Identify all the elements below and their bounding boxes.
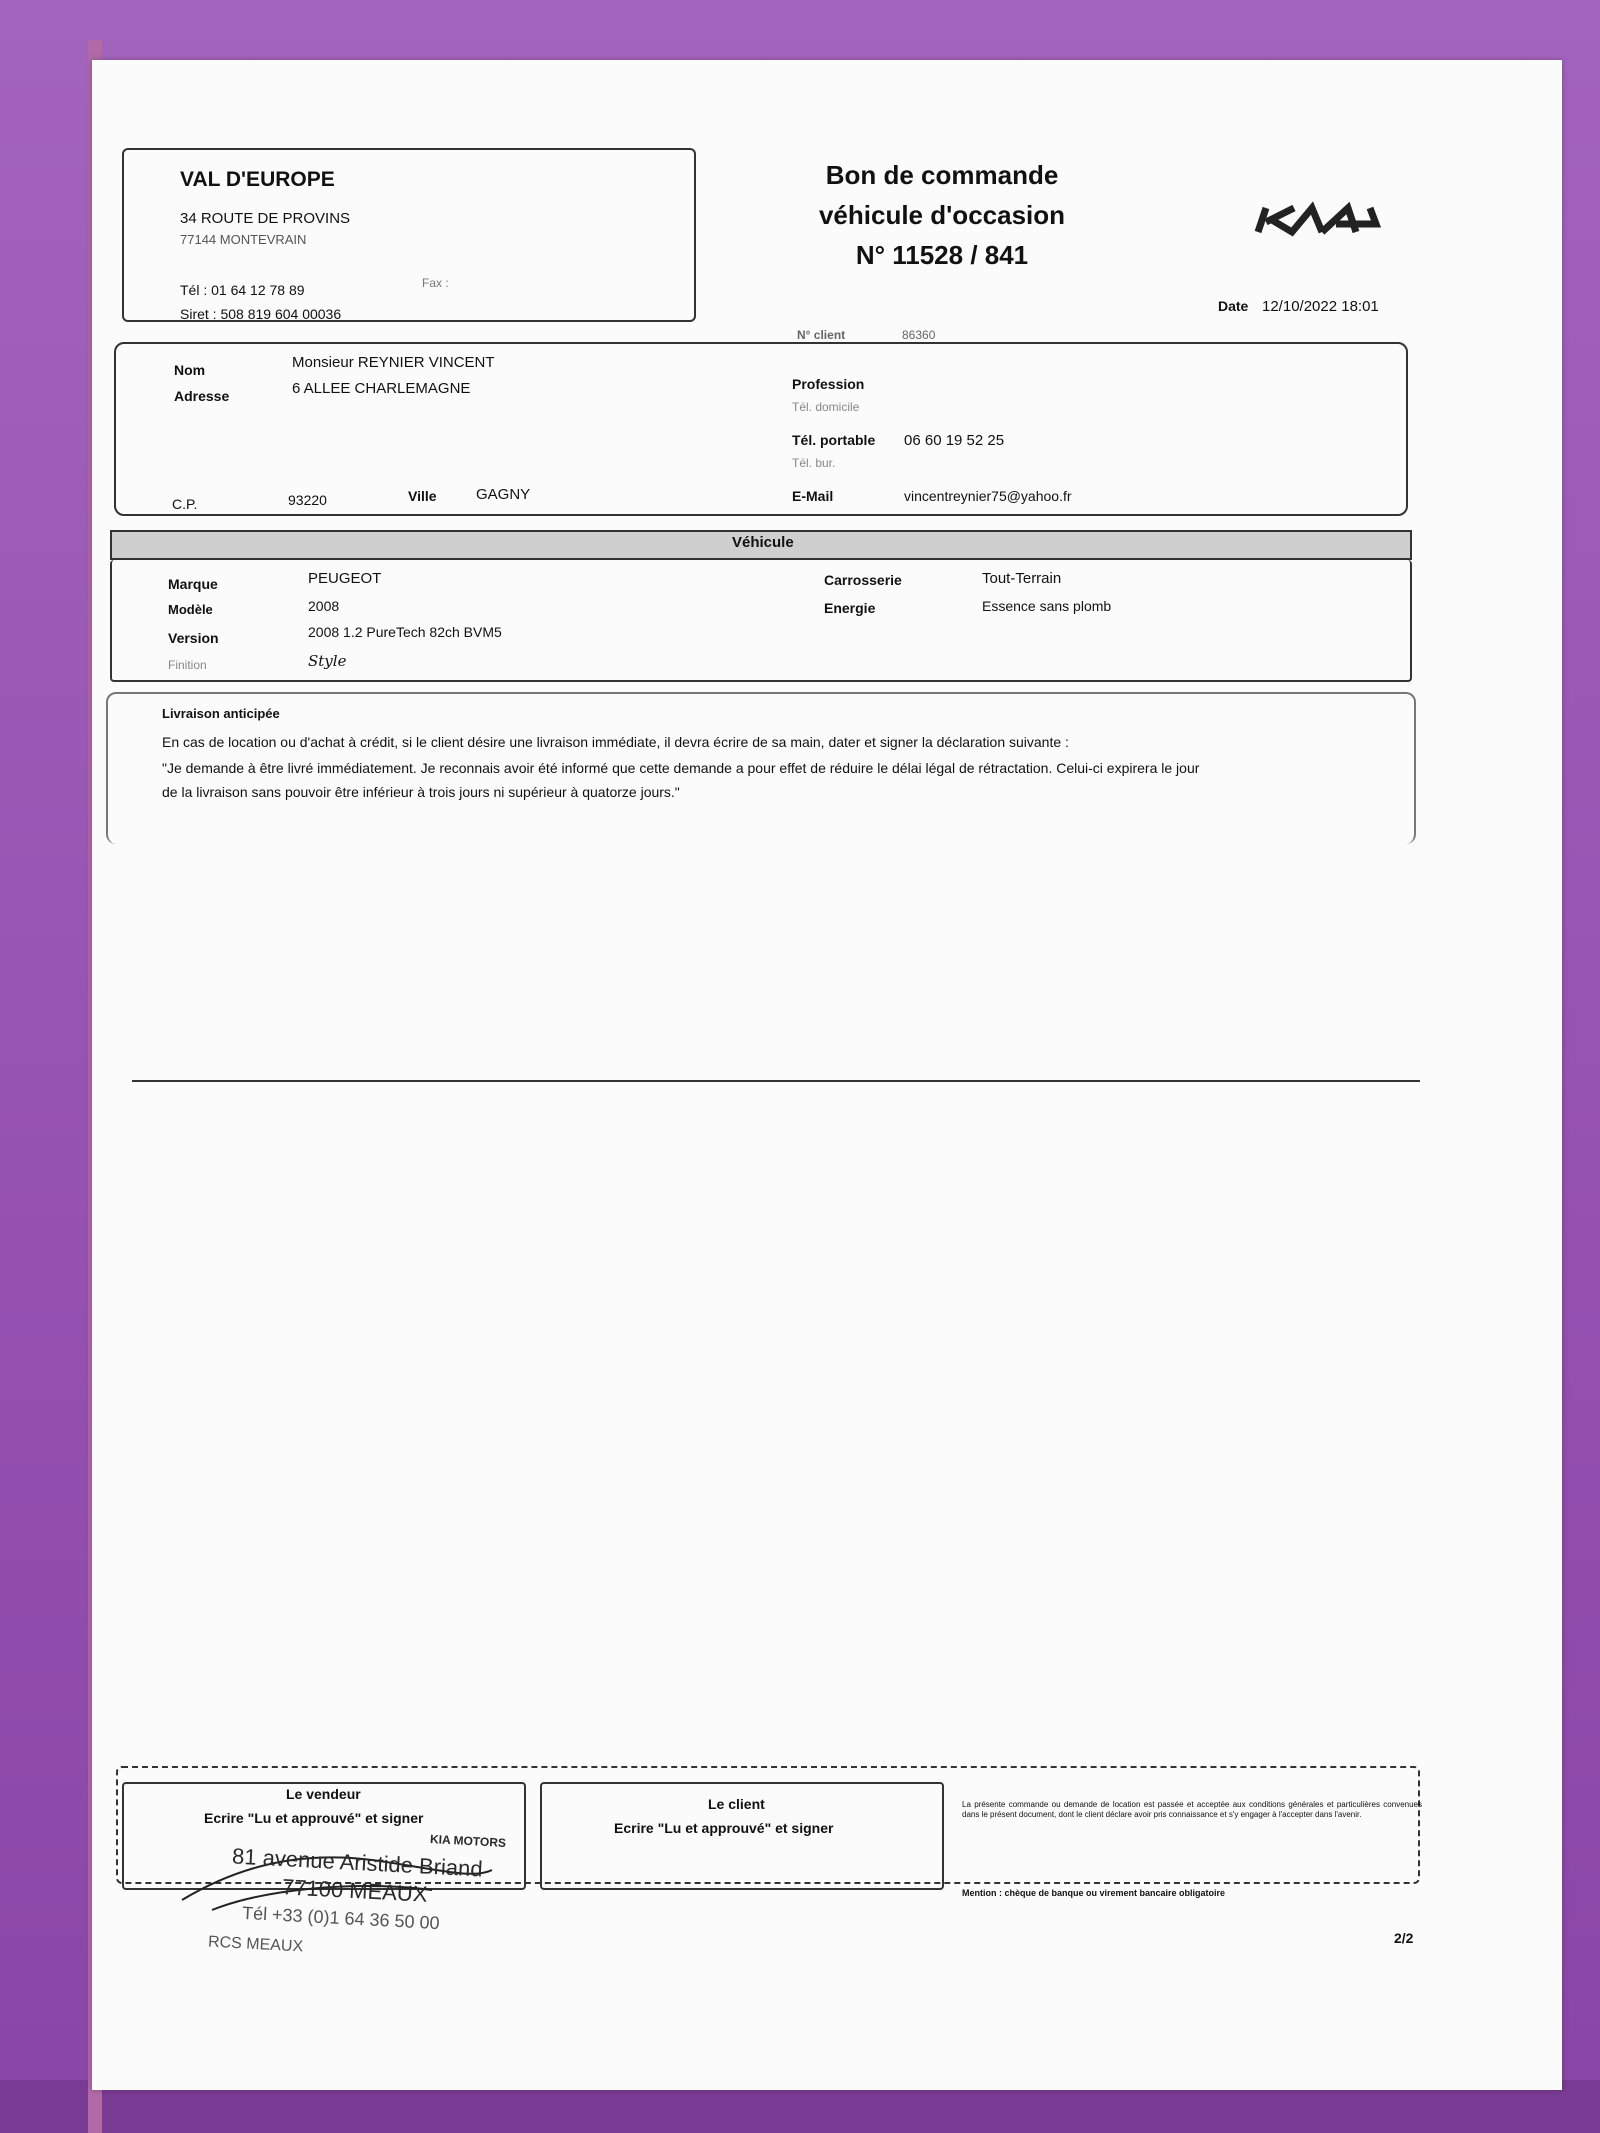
vehicle-section-title: Véhicule (732, 534, 794, 551)
email-value: vincentreynier75@yahoo.fr (904, 488, 1072, 504)
tel-portable-label: Tél. portable (792, 432, 876, 448)
stamp-line-4: Tél +33 (0)1 64 36 50 00 (241, 1902, 441, 1934)
adresse-label: Adresse (174, 388, 230, 404)
client-sign-title: Le client (708, 1796, 765, 1812)
vendeur-title: Le vendeur (286, 1786, 361, 1802)
cp-value: 93220 (288, 492, 327, 508)
client-sign-instruction: Ecrire "Lu et approuvé" et signer (614, 1820, 834, 1836)
modele-label: Modèle (168, 602, 213, 617)
marque-value: PEUGEOT (308, 570, 382, 587)
date-label: Date (1218, 298, 1249, 314)
nom-label: Nom (174, 362, 206, 378)
livraison-text-2: "Je demande à être livré immédiatement. Je reconnais avoir été informé que cette demande a pour effet de réduire le délai légal de rétractation. Celui-ci expirera le jour (162, 760, 1200, 776)
order-form-sheet (92, 60, 1562, 2090)
finition-value: Style (308, 652, 347, 670)
stamp-line-5: RCS MEAUX (207, 1933, 304, 1956)
tel-bureau-label: Tél. bur. (792, 456, 836, 470)
stamp-line-1: KIA MOTORS (429, 1832, 507, 1850)
legal-notice: La présente commande ou demande de location est passée et acceptée aux conditions générales et particulières convenues dans le présent document, dont le client déclare avoir pris connaissance et s'y engager à l'accepter dans l'avenir. (962, 1800, 1422, 1819)
livraison-text-3: de la livraison sans pouvoir être inférieur à trois jours ni supérieur à quatorze jours." (162, 784, 680, 800)
energie-value: Essence sans plomb (982, 598, 1112, 614)
divider-line (132, 1080, 1420, 1082)
kia-logo-icon (1252, 200, 1382, 240)
finition-label: Finition (168, 658, 207, 672)
ville-value: GAGNY (476, 486, 531, 503)
email-label: E-Mail (792, 488, 834, 504)
vendeur-sign-instruction: Ecrire "Lu et approuvé" et signer (204, 1810, 424, 1826)
page-number: 2/2 (1394, 1930, 1414, 1946)
energie-label: Energie (824, 600, 876, 616)
payment-mention: Mention : chèque de banque ou virement bancaire obligatoire (962, 1888, 1226, 1898)
document-title-line1: Bon de commande (825, 160, 1059, 190)
tel-portable-value: 06 60 19 52 25 (904, 432, 1005, 449)
marque-label: Marque (168, 576, 218, 592)
tel-domicile-label: Tél. domicile (792, 400, 860, 414)
order-number: N° 11528 / 841 (855, 240, 1029, 270)
profession-label: Profession (792, 376, 865, 392)
livraison-text-1: En cas de location ou d'achat à crédit, si le client désire une livraison immédiate, il devra écrire de sa main, dater et signer la déclaration suivante : (162, 734, 1069, 750)
dealer-name: VAL D'EUROPE (180, 168, 335, 191)
dealer-fax: Fax : (422, 276, 449, 290)
dealer-phone: Tél : 01 64 12 78 89 (180, 282, 305, 298)
dealer-siret: Siret : 508 819 604 00036 (180, 306, 342, 322)
version-label: Version (168, 630, 219, 646)
vehicle-box (110, 560, 1412, 682)
ville-label: Ville (408, 488, 437, 504)
carrosserie-label: Carrosserie (824, 572, 902, 588)
stamp-line-2: 81 avenue Aristide Briand (231, 1843, 484, 1882)
client-number-value: 86360 (902, 328, 936, 342)
client-number-label: N° client (797, 328, 846, 342)
dealer-address-line2: 77144 MONTEVRAIN (180, 232, 307, 247)
stamp-line-3: 77100 MEAUX (281, 1874, 429, 1907)
modele-value: 2008 (308, 598, 340, 614)
dealer-address-line1: 34 ROUTE DE PROVINS (180, 210, 351, 227)
version-value: 2008 1.2 PureTech 82ch BVM5 (308, 624, 502, 640)
cp-label: C.P. (172, 496, 198, 512)
nom-value: Monsieur REYNIER VINCENT (292, 354, 495, 371)
document-title-line2: véhicule d'occasion (818, 200, 1066, 230)
livraison-title: Livraison anticipée (162, 706, 280, 721)
date-value: 12/10/2022 18:01 (1262, 298, 1379, 315)
carrosserie-value: Tout-Terrain (982, 570, 1062, 587)
adresse-value: 6 ALLEE CHARLEMAGNE (292, 380, 471, 397)
